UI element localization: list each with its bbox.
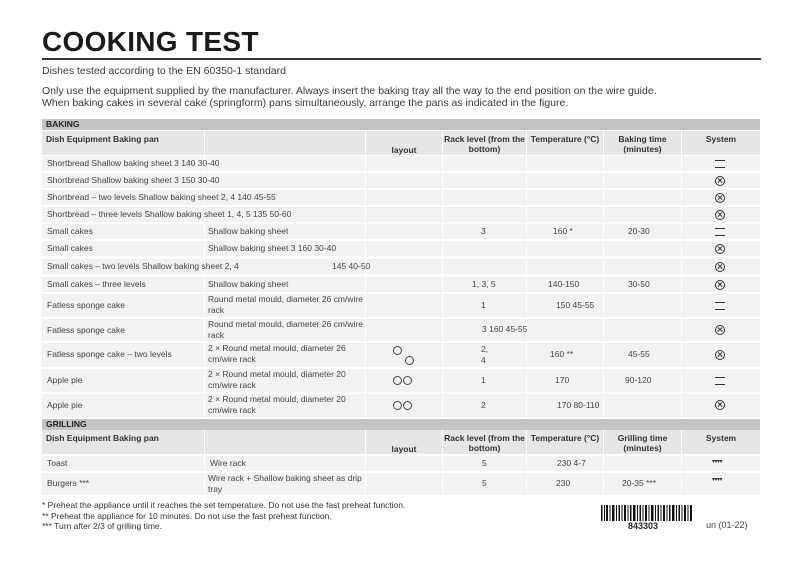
- header-rack: Rack level (from the bottom): [442, 430, 526, 454]
- rack-level: 5: [482, 458, 487, 468]
- top-bottom-heat-icon: [715, 377, 725, 385]
- equipment: 2 × Round metal mould, diameter 26 cm/wire rack: [208, 343, 346, 364]
- fan-icon: [715, 210, 725, 220]
- grill-icon: ▾▾▾▾: [712, 459, 723, 465]
- table-row: [42, 294, 760, 317]
- rack-level: 1: [481, 300, 486, 310]
- fan-icon: [715, 244, 725, 254]
- table-row: [42, 241, 760, 256]
- temperature-and-time: 230 4-7: [557, 458, 586, 468]
- intro-line-2: When baking cakes in several cake (springform) pans simultaneously, arrange the pans as indicated in the figure.: [42, 97, 569, 109]
- table-row: [42, 259, 760, 274]
- table-row: [42, 473, 760, 495]
- header-system: System: [681, 131, 760, 155]
- dish-name: Fatless sponge cake: [47, 300, 125, 310]
- equipment: Round metal mould, diameter 26 cm/wire rack: [208, 294, 363, 315]
- header-equipment: [204, 131, 365, 155]
- grilling-section-header: GRILLING: [42, 419, 760, 430]
- header-system: System: [681, 430, 760, 454]
- rack-level-upper: 2,: [481, 344, 489, 354]
- cake-pan-right-icon: [403, 401, 412, 410]
- rack-level: 2: [481, 400, 486, 410]
- dish-name: Burgers ***: [47, 478, 90, 488]
- rack-level-lower: 4: [481, 355, 486, 365]
- equipment: 2 × Round metal mould, diameter 20 cm/wire rack: [208, 394, 346, 415]
- rack-level: 1, 3, 5: [472, 279, 496, 289]
- dish-name: Small cakes – two levels Shallow baking sheet 2, 4: [47, 261, 239, 271]
- rack-level: 1: [481, 375, 486, 385]
- equipment: Round metal mould, diameter 26 cm/wire rack: [208, 319, 363, 340]
- header-layout: layout: [365, 131, 442, 155]
- temperature-and-time: 145 40-50: [332, 261, 371, 271]
- header-temperature: Temperature (°C): [526, 430, 603, 454]
- table-row: [42, 456, 760, 471]
- header-grilling-time: Grilling time (minutes): [603, 430, 681, 454]
- fan-icon: [715, 193, 725, 203]
- cake-pan-upper-icon: [393, 346, 402, 355]
- baking-time: 45-55: [628, 349, 650, 359]
- top-bottom-heat-icon: [715, 302, 725, 310]
- dish-name: Small cakes – three levels: [47, 279, 146, 289]
- fan-icon: [715, 176, 725, 186]
- equipment: Shallow baking sheet: [208, 279, 289, 289]
- document-version: un (01-22): [706, 520, 748, 530]
- rack-temp-time: 3 160 45-55: [482, 324, 528, 334]
- dish-name: Toast: [47, 458, 68, 468]
- baking-time: 20-30: [628, 226, 650, 236]
- table-row: [42, 190, 760, 205]
- temperature: 140-150: [548, 279, 580, 289]
- footnote: * Preheat the appliance until it reaches the set temperature. Do not use the fast preheat function.: [42, 500, 406, 510]
- header-dish: Dish Equipment Baking pan: [46, 433, 159, 443]
- top-bottom-heat-icon: [715, 160, 725, 168]
- top-bottom-heat-icon: [715, 228, 725, 236]
- dish-name: Small cakes: [47, 243, 93, 253]
- dish-name: Apple pie: [47, 375, 83, 385]
- header-temperature: Temperature (°C): [526, 131, 603, 155]
- equipment: Shallow baking sheet: [208, 226, 289, 236]
- cake-pan-left-icon: [393, 376, 402, 385]
- baking-time: 30-50: [628, 279, 650, 289]
- baking-time: 90-120: [625, 375, 652, 385]
- temperature-and-time: 150 45-55: [556, 300, 595, 310]
- header-layout: layout: [365, 430, 442, 454]
- grilling-time: 20-35 ***: [622, 478, 657, 488]
- fan-icon: [715, 400, 725, 410]
- cake-pan-right-icon: [403, 376, 412, 385]
- table-row: [42, 207, 760, 222]
- grilling-column-headers: [42, 430, 760, 454]
- header-dish: Dish Equipment Baking pan: [46, 134, 159, 144]
- intro-line-1: Only use the equipment supplied by the manufacturer. Always insert the baking tray all the way to the end position on the wire guide.: [42, 85, 657, 97]
- baking-section-header: BAKING: [42, 119, 760, 130]
- table-row: [42, 394, 760, 417]
- fan-icon: [715, 350, 725, 360]
- temperature-and-time: 170 80-110: [557, 400, 600, 410]
- cake-pan-left-icon: [393, 401, 402, 410]
- temperature: 160 **: [550, 349, 574, 359]
- dish-name: Apple pie: [47, 400, 83, 410]
- barcode-number: 843303: [628, 521, 659, 531]
- dish-name: Shortbread – two levels Shallow baking sheet 2, 4 140 45-55: [47, 192, 276, 202]
- baking-column-headers: [42, 131, 760, 155]
- header-rack: Rack level (from the bottom): [442, 131, 526, 155]
- dish-name: Shortbread Shallow baking sheet 3 150 30-40: [47, 175, 220, 185]
- equipment: Wire rack + Shallow baking sheet as drip tray: [208, 473, 362, 494]
- dish-name: Fatless sponge cake: [47, 325, 125, 335]
- equipment: 2 × Round metal mould, diameter 20 cm/wire rack: [208, 369, 346, 390]
- footnote: ** Preheat the appliance for 10 minutes. Do not use the fast preheat function.: [42, 511, 332, 521]
- barcode-icon: [601, 505, 693, 521]
- temperature: 170: [555, 375, 570, 385]
- dish-name: Fatless sponge cake – two levels: [47, 349, 172, 359]
- equipment: Shallow baking sheet 3 160 30-40: [208, 243, 337, 253]
- temperature: 160 *: [553, 226, 573, 236]
- rack-level: 3: [481, 226, 486, 236]
- fan-icon: [715, 325, 725, 335]
- subtitle: Dishes tested according to the EN 60350-1 standard: [42, 65, 286, 77]
- cake-pan-lower-icon: [405, 356, 414, 365]
- grill-icon: ▾▾▾▾: [712, 477, 723, 483]
- fan-icon: [715, 280, 725, 290]
- footnote: *** Turn after 2/3 of grilling time.: [42, 521, 163, 531]
- table-row: [42, 343, 760, 367]
- fan-icon: [715, 262, 725, 272]
- dish-name: Shortbread – three levels Shallow baking sheet 1, 4, 5 135 50-60: [47, 209, 292, 219]
- header-equipment: [204, 430, 365, 454]
- table-row: [42, 224, 760, 239]
- rack-level: 5: [482, 478, 487, 488]
- dish-name: Shortbread Shallow baking sheet 3 140 30-40: [47, 158, 220, 168]
- dish-name: Small cakes: [47, 226, 93, 236]
- page-title: COOKING TEST: [42, 26, 259, 57]
- table-row: [42, 277, 760, 292]
- title-rule: [42, 58, 761, 60]
- table-row: [42, 156, 760, 171]
- table-row: [42, 369, 760, 392]
- table-row: [42, 173, 760, 188]
- header-baking-time: Baking time (minutes): [603, 131, 681, 155]
- temperature: 230: [556, 478, 571, 488]
- equipment: Wire rack: [210, 458, 246, 468]
- table-row: [42, 319, 760, 341]
